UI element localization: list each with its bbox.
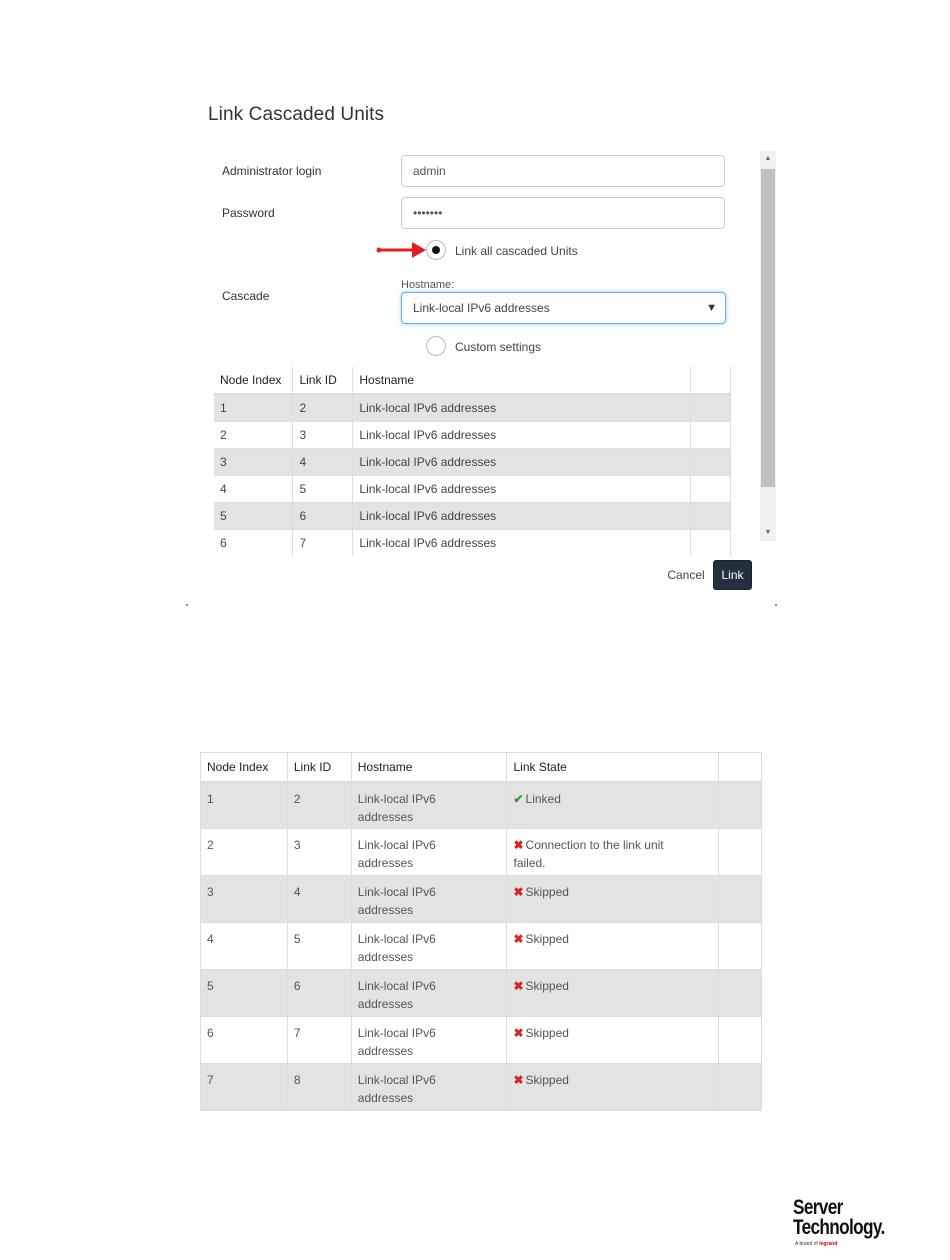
column-header: Hostname [353, 367, 691, 394]
table-row [214, 529, 731, 556]
table-cell: Link-local IPv6 addresses [353, 475, 691, 502]
empty-cell [719, 970, 762, 1017]
table-cell: 5 [214, 502, 293, 529]
table-cell: 6 [293, 502, 353, 529]
link-state-cell [507, 1017, 719, 1064]
cascade-label: Cascade [222, 289, 270, 303]
link-state-cell [507, 782, 719, 829]
password-input[interactable] [401, 197, 725, 229]
link-id: 5 [293, 932, 301, 946]
link-id-cell [287, 782, 351, 829]
table-cell [691, 421, 731, 448]
admin-login-label: Administrator login [222, 164, 322, 178]
logo-tag-brand: legrand [819, 1241, 838, 1247]
link-state-table [200, 752, 762, 1111]
hostname-line1: Link-local IPv6 [357, 838, 436, 852]
table-cell: 4 [214, 475, 293, 502]
cancel-button[interactable]: Cancel [662, 561, 710, 589]
x-icon: ✖ [513, 979, 524, 993]
table-cell: 5 [293, 475, 353, 502]
table-cell: 6 [214, 529, 293, 556]
table-cell: 2 [293, 394, 353, 421]
link-id: 4 [293, 885, 301, 899]
hostname-cell [351, 970, 507, 1017]
hostname-line1: Link-local IPv6 [357, 979, 436, 993]
dialog-scrollbar[interactable] [760, 151, 776, 541]
table-cell: Link-local IPv6 addresses [353, 394, 691, 421]
link-state-line1: Skipped [525, 979, 569, 993]
hostname-label: Hostname: [401, 279, 455, 291]
link-id: 8 [293, 1073, 301, 1087]
table-cell: 7 [293, 529, 353, 556]
hostname-cell [351, 1064, 507, 1111]
hostname-line2: addresses [357, 856, 414, 870]
link-state-line1: Connection to the link unit [525, 838, 664, 852]
x-icon: ✖ [513, 1073, 524, 1087]
table-row [201, 1017, 762, 1064]
table-row [214, 394, 731, 421]
admin-login-input[interactable] [401, 155, 725, 187]
link-id-cell [287, 970, 351, 1017]
table-cell [691, 394, 731, 421]
x-icon: ✖ [513, 932, 524, 946]
column-header: Hostname [351, 753, 507, 782]
node-index-cell [201, 876, 288, 923]
column-header: Node Index [214, 367, 293, 394]
server-technology-logo [793, 1196, 897, 1252]
link-id: 6 [293, 979, 301, 993]
hostname-line1: Link-local IPv6 [357, 885, 436, 899]
table-cell [691, 448, 731, 475]
link-state-cell [507, 829, 719, 876]
link-id-cell [287, 876, 351, 923]
caret-down-icon: ▼ [706, 302, 717, 314]
node-index-cell [201, 923, 288, 970]
link-state-line1: Skipped [525, 932, 569, 946]
column-header: Link State [507, 753, 719, 782]
corner-mark [186, 604, 188, 606]
logo-line1: Server [793, 1196, 843, 1219]
cascade-table [214, 367, 731, 556]
red-arrow-icon [376, 241, 428, 259]
table-cell: Link-local IPv6 addresses [353, 502, 691, 529]
table-row [214, 502, 731, 529]
hostname-line2: addresses [357, 903, 414, 917]
table-cell: Link-local IPv6 addresses [353, 529, 691, 556]
column-header: Link ID [293, 367, 353, 394]
table-cell: 3 [293, 421, 353, 448]
link-id-cell [287, 1017, 351, 1064]
node-index-cell [201, 1017, 288, 1064]
node-index-cell [201, 1064, 288, 1111]
hostname-line1: Link-local IPv6 [357, 1026, 436, 1040]
node-index: 4 [207, 932, 214, 946]
link-state-line1: Skipped [525, 1026, 569, 1040]
node-index: 2 [207, 838, 214, 852]
table-cell [691, 475, 731, 502]
corner-mark [775, 604, 777, 606]
table-row [214, 448, 731, 475]
empty-cell [719, 829, 762, 876]
x-icon: ✖ [513, 1026, 524, 1040]
node-index-cell [201, 829, 288, 876]
dialog-body [212, 150, 776, 622]
link-state-line1: Skipped [525, 1073, 569, 1087]
empty-cell [719, 923, 762, 970]
hostname-select[interactable] [401, 292, 726, 324]
link-state-cell [507, 876, 719, 923]
x-icon: ✖ [513, 885, 524, 899]
link-state-cell [507, 1064, 719, 1111]
table-cell: 2 [214, 421, 293, 448]
column-header: Link ID [287, 753, 351, 782]
hostname-cell [351, 923, 507, 970]
node-index: 6 [207, 1026, 214, 1040]
empty-cell [719, 782, 762, 829]
table-header-row [201, 753, 762, 782]
hostname-line2: addresses [357, 809, 414, 824]
node-index-cell [201, 782, 288, 829]
table-row [201, 923, 762, 970]
hostname-select-value: Link-local IPv6 addresses [413, 301, 550, 315]
link-state-line2: failed. [513, 856, 546, 870]
node-index: 3 [207, 885, 214, 899]
table-row [214, 421, 731, 448]
table-cell: Link-local IPv6 addresses [353, 448, 691, 475]
table-header-row [214, 367, 731, 394]
node-index-cell [201, 970, 288, 1017]
table-row [201, 1064, 762, 1111]
link-id: 3 [293, 838, 301, 852]
table-row [201, 829, 762, 876]
hostname-line2: addresses [357, 997, 414, 1011]
check-icon: ✔ [513, 791, 524, 806]
column-header [691, 367, 731, 394]
empty-cell [719, 1064, 762, 1111]
hostname-line1: Link-local IPv6 [357, 932, 436, 946]
table-row [214, 475, 731, 502]
table-cell [691, 502, 731, 529]
link-id-cell [287, 1064, 351, 1111]
logo-line2: Technology. [793, 1216, 885, 1239]
link-all-radio[interactable] [426, 240, 446, 260]
link-state-line1: Linked [525, 791, 561, 806]
link-state-cell [507, 923, 719, 970]
table-row [201, 782, 762, 829]
logo-tag-prefix: A brand of [795, 1241, 818, 1247]
hostname-line1: Link-local IPv6 [357, 791, 436, 806]
table-cell: Link-local IPv6 addresses [353, 421, 691, 448]
hostname-cell [351, 782, 507, 829]
hostname-line2: addresses [357, 950, 414, 964]
link-id: 7 [293, 1026, 301, 1040]
link-id-cell [287, 829, 351, 876]
state-table-body [201, 782, 762, 1111]
node-index: 1 [207, 791, 214, 806]
hostname-line2: addresses [357, 1044, 414, 1058]
empty-cell [719, 1017, 762, 1064]
node-index: 7 [207, 1073, 214, 1087]
link-state-cell [507, 970, 719, 1017]
hostname-cell [351, 829, 507, 876]
hostname-line1: Link-local IPv6 [357, 1073, 436, 1087]
table-cell: 1 [214, 394, 293, 421]
link-all-label: Link all cascaded Units [455, 244, 578, 258]
hostname-line2: addresses [357, 1091, 414, 1105]
scroll-thumb[interactable] [761, 169, 775, 487]
link-id: 2 [293, 791, 301, 806]
hostname-cell [351, 1017, 507, 1064]
scroll-up-arrow-icon[interactable]: ▲ [764, 155, 772, 162]
hostname-cell [351, 876, 507, 923]
empty-cell [719, 876, 762, 923]
dialog-title: Link Cascaded Units [208, 104, 385, 125]
scroll-down-arrow-icon[interactable]: ▼ [764, 529, 772, 536]
password-label: Password [222, 206, 275, 220]
custom-settings-radio[interactable] [426, 336, 446, 356]
link-id-cell [287, 923, 351, 970]
link-button[interactable]: Link [713, 560, 752, 590]
x-icon: ✖ [513, 838, 524, 852]
table-cell: 4 [293, 448, 353, 475]
link-state-line1: Skipped [525, 885, 569, 899]
table-row [201, 970, 762, 1017]
column-header [719, 753, 762, 782]
custom-settings-label: Custom settings [455, 340, 542, 354]
table-cell: 3 [214, 448, 293, 475]
column-header: Node Index [201, 753, 288, 782]
node-index: 5 [207, 979, 214, 993]
table-row [201, 876, 762, 923]
logo-tagline [795, 1241, 837, 1247]
table-cell [691, 529, 731, 556]
link-cascaded-units-dialog [186, 80, 778, 606]
